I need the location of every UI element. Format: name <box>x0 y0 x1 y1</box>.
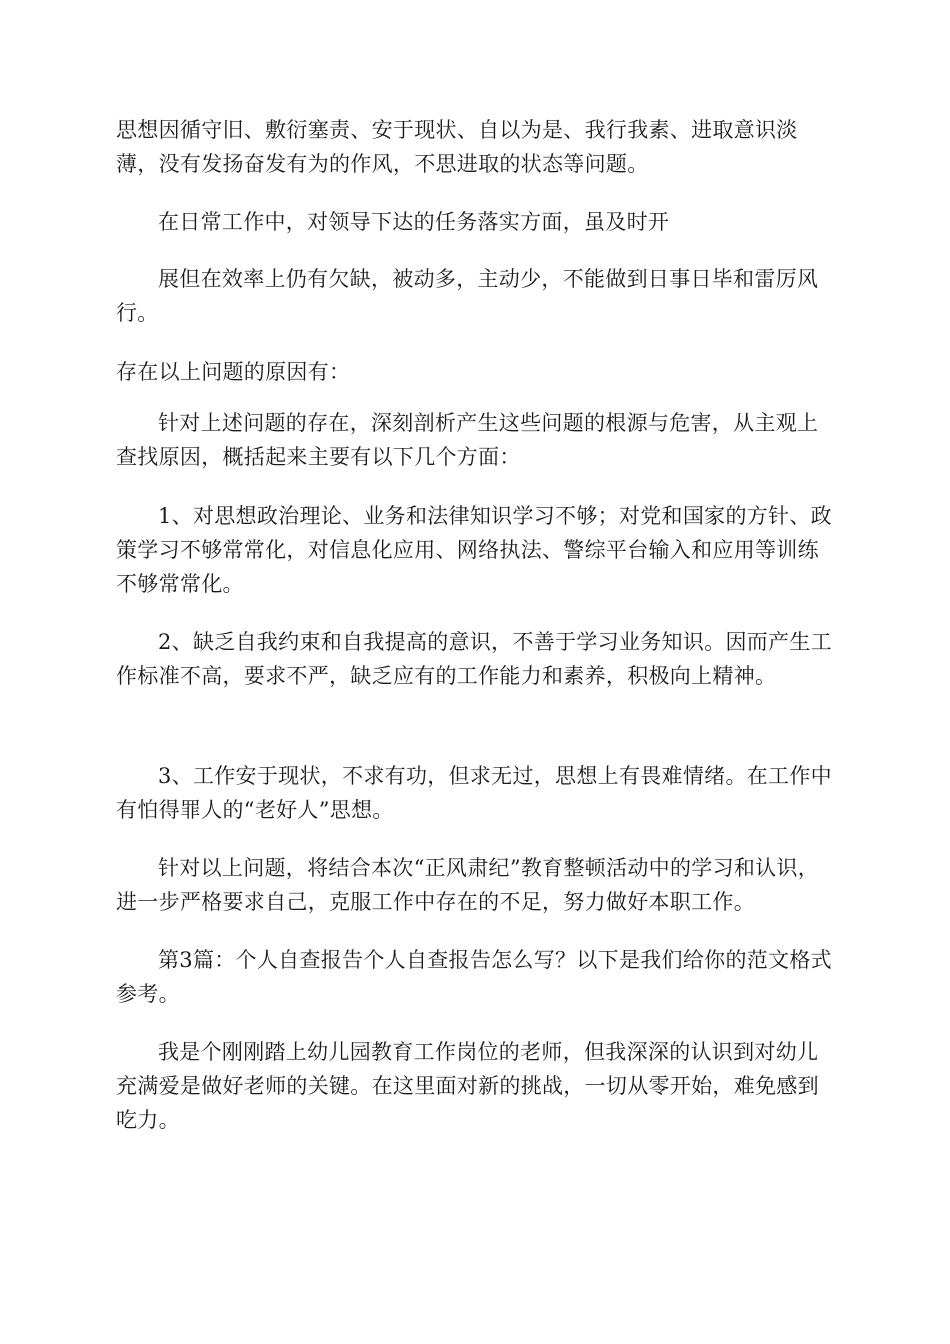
paragraph-daily-work: 在日常工作中，对领导下达的任务落实方面，虽及时开 <box>158 210 670 234</box>
paragraph-problems-continued: 思想因循守旧、敷衍塞责、安于现状、自以为是、我行我素、进取意识淡薄，没有发扬奋发有为的作风，不思进取的状态等问题。 <box>116 118 798 176</box>
paragraph-causes-heading: 存在以上问题的原因有： <box>116 360 351 384</box>
paragraph-analysis-intro: 针对上述问题的存在，深刻剖析产生这些问题的根源与危害，从主观上查找原因，概括起来主要有以下几个方面： <box>116 411 819 469</box>
paragraph-efficiency: 展但在效率上仍有欠缺，被动多，主动少，不能做到日事日毕和雷厉风行。 <box>116 267 819 325</box>
paragraph-cause-2: 2、缺乏自我约束和自我提高的意识，不善于学习业务知识。因而产生工作标准不高，要求不严，缺乏应有的工作能力和素养，积极向上精神。 <box>116 630 832 688</box>
paragraph-article-3-title: 第3篇：个人自查报告个人自查报告怎么写？以下是我们给你的范文格式参考。 <box>116 948 832 1006</box>
paragraph-cause-3: 3、工作安于现状，不求有功，但求无过，思想上有畏难情绪。在工作中有怕得罪人的“老好人”思想。 <box>116 764 832 822</box>
paragraph-cause-1: 1、对思想政治理论、业务和法律知识学习不够；对党和国家的方针、政策学习不够常常化，对信息化应用、网络执法、警综平台输入和应用等训练不够常常化。 <box>116 504 832 596</box>
paragraph-rectification: 针对以上问题，将结合本次“正风肃纪”教育整顿活动中的学习和认识，进一步严格要求自己，克服工作中存在的不足，努力做好本职工作。 <box>116 856 820 914</box>
paragraph-teacher-intro: 我是个刚刚踏上幼儿园教育工作岗位的老师，但我深深的认识到对幼儿充满爱是做好老师的关键。在这里面对新的挑战，一切从零开始，难免感到吃力。 <box>116 1040 819 1132</box>
